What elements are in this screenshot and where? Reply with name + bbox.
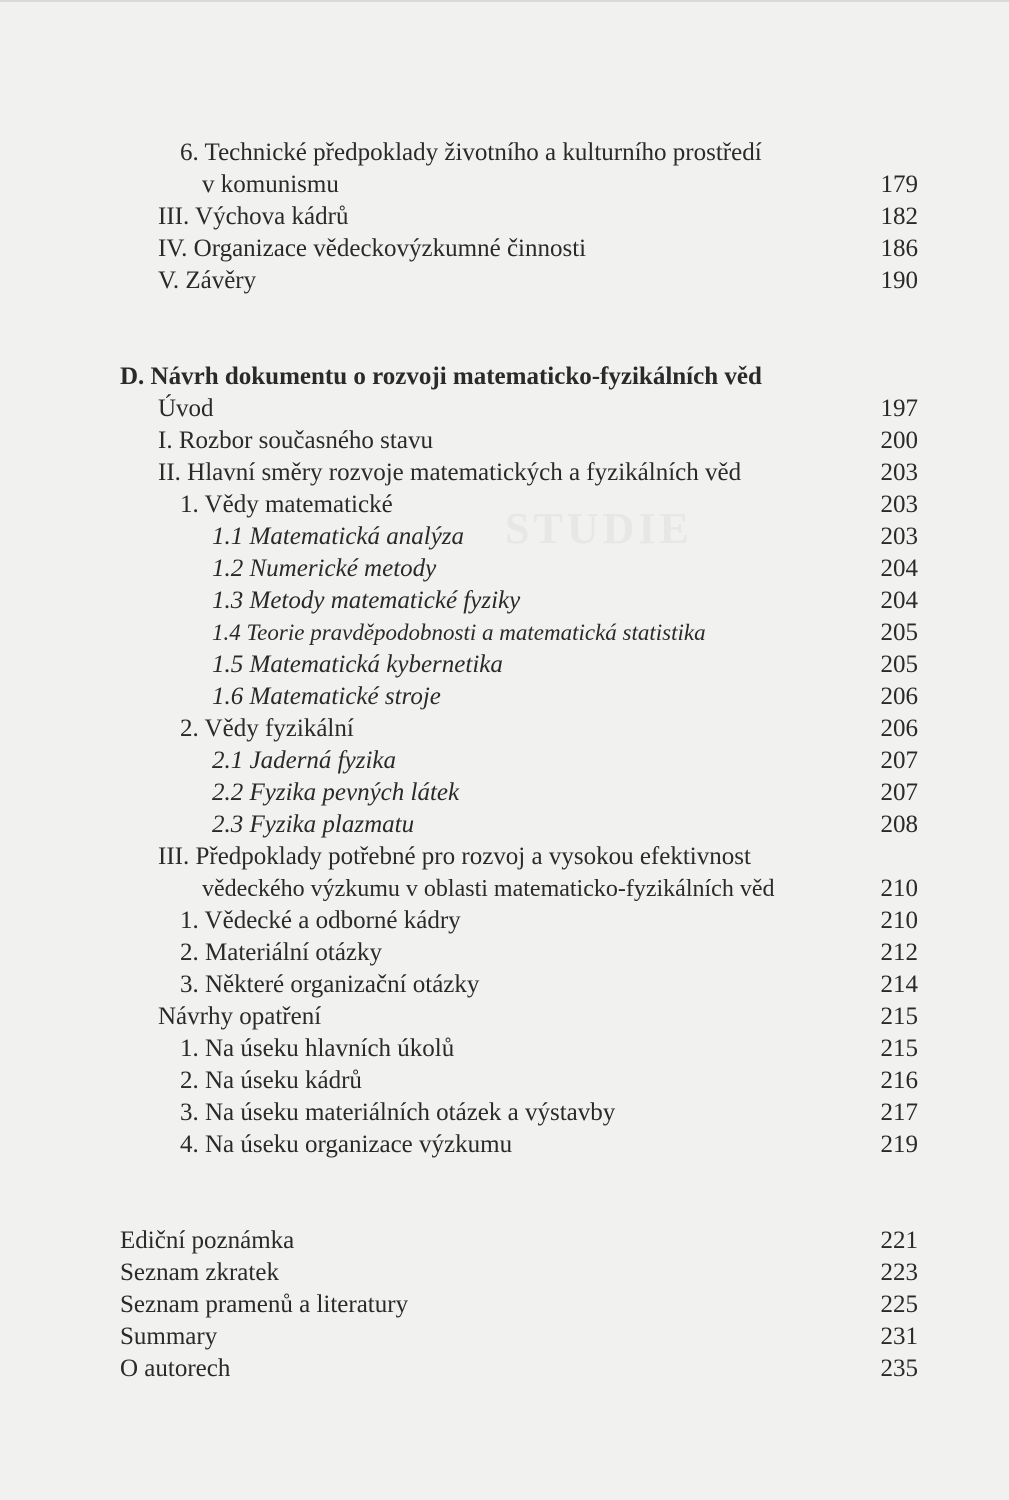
toc-entry-title: III. Výchova kádrů (158, 203, 349, 230)
toc-entry (0, 968, 1009, 1002)
toc-entry-page: 204 (880, 587, 918, 614)
toc-entry-page: 203 (880, 523, 918, 550)
section-heading (0, 360, 1009, 394)
toc-entry (0, 1224, 1009, 1258)
toc-entry-title: 3. Na úseku materiálních otázek a výstavby (180, 1099, 616, 1126)
toc-entry (0, 872, 1009, 906)
toc-entry-page: 217 (880, 1099, 918, 1126)
toc-entry (0, 1064, 1009, 1098)
toc-entry (0, 1288, 1009, 1322)
toc-entry (0, 680, 1009, 714)
toc-entry-title: I. Rozbor současného stavu (158, 427, 433, 454)
toc-entry-page: 214 (880, 971, 918, 998)
toc-entry-title: IV. Organizace vědeckovýzkumné činnosti (158, 235, 587, 262)
toc-entry-page: 186 (880, 235, 918, 262)
toc-entry-page: 182 (880, 203, 918, 230)
toc-entry-title: 1.3 Metody matematické fyziky (212, 587, 521, 614)
toc-entry (0, 808, 1009, 842)
toc-entry-page: 208 (880, 811, 918, 838)
toc-entry-page: 210 (880, 875, 918, 902)
toc-entry (0, 1320, 1009, 1354)
toc-entry (0, 1000, 1009, 1034)
toc-entry-title: 1.4 Teorie pravděpodobnosti a matematická statistika (212, 620, 706, 645)
toc-entry-page: 200 (880, 427, 918, 454)
toc-entry-title: II. Hlavní směry rozvoje matematických a fyzikálních věd (158, 459, 742, 486)
toc-entry-title: 1. Na úseku hlavních úkolů (180, 1035, 455, 1062)
toc-entry-page: 215 (880, 1035, 918, 1062)
toc-entry (0, 488, 1009, 522)
toc-entry-page: 206 (880, 715, 918, 742)
toc-entry-title: 6. Technické předpoklady životního a kulturního prostředí (180, 139, 762, 166)
toc-entry-title: 2.1 Jaderná fyzika (212, 747, 396, 774)
toc-entry (0, 648, 1009, 682)
toc-entry (0, 1032, 1009, 1066)
toc-entry-title: Seznam pramenů a literatury (120, 1291, 409, 1318)
toc-entry-page: 219 (880, 1131, 918, 1158)
toc-entry (0, 744, 1009, 778)
toc-entry-title: 3. Některé organizační otázky (180, 971, 480, 998)
toc-entry-title: 2.3 Fyzika plazmatu (212, 811, 415, 838)
toc-entry (0, 616, 1009, 650)
toc-entry-page: 235 (880, 1355, 918, 1382)
toc-entry (0, 264, 1009, 298)
toc-entry-title: Úvod (158, 395, 214, 422)
toc-entry-title: V. Závěry (158, 267, 257, 294)
toc-entry-page: 204 (880, 555, 918, 582)
toc-entry-title: O autorech (120, 1355, 231, 1382)
toc-entry (0, 776, 1009, 810)
page-top-edge (0, 0, 1009, 2)
toc-entry-page: 212 (880, 939, 918, 966)
toc-entry-title: 2. Materiální otázky (180, 939, 383, 966)
toc-entry (0, 1352, 1009, 1386)
toc-entry (0, 936, 1009, 970)
toc-entry (0, 200, 1009, 234)
toc-entry-title: 2.2 Fyzika pevných látek (212, 779, 460, 806)
toc-entry (0, 424, 1009, 458)
toc-entry-page: 197 (880, 395, 918, 422)
toc-entry (0, 904, 1009, 938)
toc-entry-title: 1.2 Numerické metody (212, 555, 437, 582)
watermark: STUDIE (505, 504, 693, 553)
toc-entry-page: 207 (880, 747, 918, 774)
toc-entry (0, 840, 1009, 874)
toc-entry (0, 456, 1009, 490)
toc-entry-page: 203 (880, 491, 918, 518)
toc-entry-title: 4. Na úseku organizace výzkumu (180, 1131, 513, 1158)
toc-entry-title: 2. Vědy fyzikální (180, 715, 354, 742)
toc-entry (0, 1096, 1009, 1130)
toc-entry (0, 1256, 1009, 1290)
toc-entry-title: 1. Vědy matematické (180, 491, 393, 518)
toc-entry (0, 168, 1009, 202)
toc-entry-page: 205 (880, 651, 918, 678)
toc-entry-page: 203 (880, 459, 918, 486)
toc-entry-page: 221 (880, 1227, 918, 1254)
toc-entry-page: 223 (880, 1259, 918, 1286)
toc-entry-title: 1.1 Matematická analýza (212, 523, 465, 550)
toc-entry-title: v komunismu (202, 171, 339, 198)
toc-entry-page: 205 (880, 619, 918, 646)
toc-entry-page: 207 (880, 779, 918, 806)
toc-entry (0, 584, 1009, 618)
section-heading-text: D. Návrh dokumentu o rozvoji matematicko-fyzikálních věd (120, 363, 762, 390)
toc-entry (0, 712, 1009, 746)
toc-entry-page: 206 (880, 683, 918, 710)
toc-entry-title: Ediční poznámka (120, 1227, 295, 1254)
toc-entry-page: 216 (880, 1067, 918, 1094)
toc-entry (0, 1128, 1009, 1162)
toc-entry-page: 231 (880, 1323, 918, 1350)
toc-entry-title: Summary (120, 1323, 218, 1350)
toc-entry (0, 392, 1009, 426)
toc-entry (0, 552, 1009, 586)
toc-entry-page: 215 (880, 1003, 918, 1030)
toc-entry-page: 179 (880, 171, 918, 198)
toc-entry-title: 1.6 Matematické stroje (212, 683, 441, 710)
toc-entry (0, 136, 1009, 170)
toc-entry-title: vědeckého výzkumu v oblasti matematicko-fyzikálních věd (202, 876, 775, 902)
toc-entry-page: 225 (880, 1291, 918, 1318)
toc-entry-title: III. Předpoklady potřebné pro rozvoj a vysokou efektivnost (158, 843, 751, 870)
toc-entry (0, 232, 1009, 266)
toc-entry-title: 2. Na úseku kádrů (180, 1067, 362, 1094)
toc-entry-page: 190 (880, 267, 918, 294)
toc-entry-title: Návrhy opatření (158, 1003, 322, 1030)
toc-entry-title: 1.5 Matematická kybernetika (212, 651, 503, 678)
toc-entry (0, 520, 1009, 554)
toc-entry-page: 210 (880, 907, 918, 934)
toc-entry-title: 1. Vědecké a odborné kádry (180, 907, 461, 934)
toc-entry-title: Seznam zkratek (120, 1259, 279, 1286)
